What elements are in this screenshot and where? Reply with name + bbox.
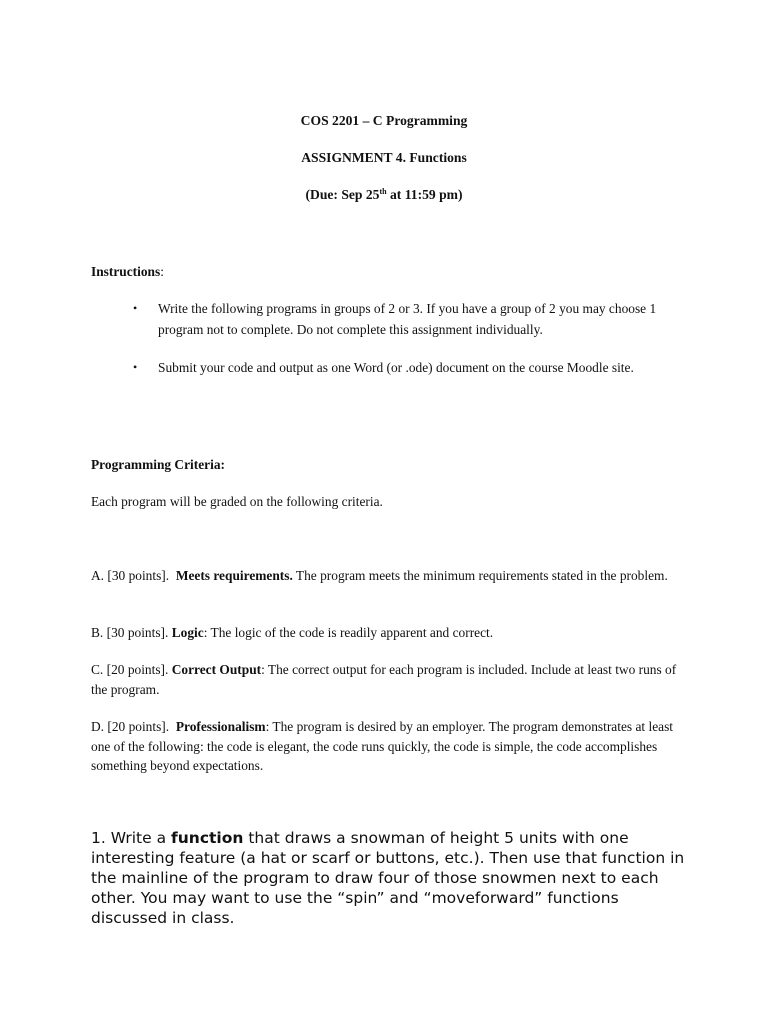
- instruction-bullet-text: Write the following programs in groups of 2 or 3. If you have a group of 2 you may choose 1 program not to complete. Do not complete this assignment individually.: [158, 301, 657, 337]
- instructions-heading-punct: :: [160, 264, 164, 279]
- instructions-heading-label: Instructions: [91, 264, 161, 279]
- instruction-bullet-2: [133, 357, 678, 378]
- task-emphasis: function: [171, 829, 244, 847]
- criteria-item-label: Meets requirements.: [175, 568, 293, 583]
- bullet-icon: •: [133, 360, 138, 374]
- assignment-title: ASSIGNMENT 4. Functions: [301, 150, 467, 165]
- instruction-bullet-text: Submit your code and output as one Word (or .ode) document on the course Moodle site.: [158, 360, 634, 375]
- instruction-bullet-1: [133, 298, 678, 340]
- criteria-item-text: : The program is desired by an employer. The program demonstrates at least one of the following: the code is elegant, the code runs quickly, the code is simple, the code accomplishes something beyond expectations.: [91, 719, 674, 773]
- criteria-item-label: Professionalism: [175, 719, 266, 734]
- criteria-item-label: Correct Output: [171, 662, 262, 677]
- criteria-item-a: [91, 566, 681, 586]
- due-date: [0, 187, 768, 203]
- criteria-item-text: : The logic of the code is readily apparent and correct.: [203, 625, 494, 640]
- criteria-item-text: The program meets the minimum requirements stated in the problem.: [292, 568, 668, 583]
- due-date-suffix: at 11:59 pm): [386, 187, 463, 202]
- criteria-item-b: [91, 623, 681, 643]
- task-text: that draws a snowman of height 5 units with one interesting feature (a hat or scarf or buttons, etc.). Then use that function in the mainline of the program to draw four of those snowmen next to each other. You may want to use the “spin” and “moveforward” functions discussed in class.: [91, 829, 685, 927]
- criteria-item-text: : The correct output for each program is included. Include at least two runs of the program.: [91, 662, 677, 697]
- course-title: COS 2201 – C Programming: [300, 113, 468, 128]
- criteria-item-label: Logic: [171, 625, 204, 640]
- criteria-intro: Each program will be graded on the following criteria.: [91, 494, 383, 509]
- bullet-icon: •: [133, 301, 138, 315]
- task-prefix: 1. Write a: [91, 829, 171, 847]
- due-date-prefix: (Due: Sep 25: [305, 187, 380, 202]
- criteria-item-prefix: B. [30 points].: [91, 625, 172, 640]
- criteria-item-c: [91, 660, 681, 699]
- criteria-item-prefix: C. [20 points].: [91, 662, 172, 677]
- criteria-item-prefix: A. [30 points].: [91, 568, 176, 583]
- due-date-superscript: th: [379, 187, 387, 196]
- task-1: [91, 828, 691, 928]
- instructions-heading: [91, 262, 681, 282]
- criteria-item-prefix: D. [20 points].: [91, 719, 176, 734]
- criteria-heading: Programming Criteria:: [91, 457, 225, 472]
- criteria-item-d: [91, 717, 681, 776]
